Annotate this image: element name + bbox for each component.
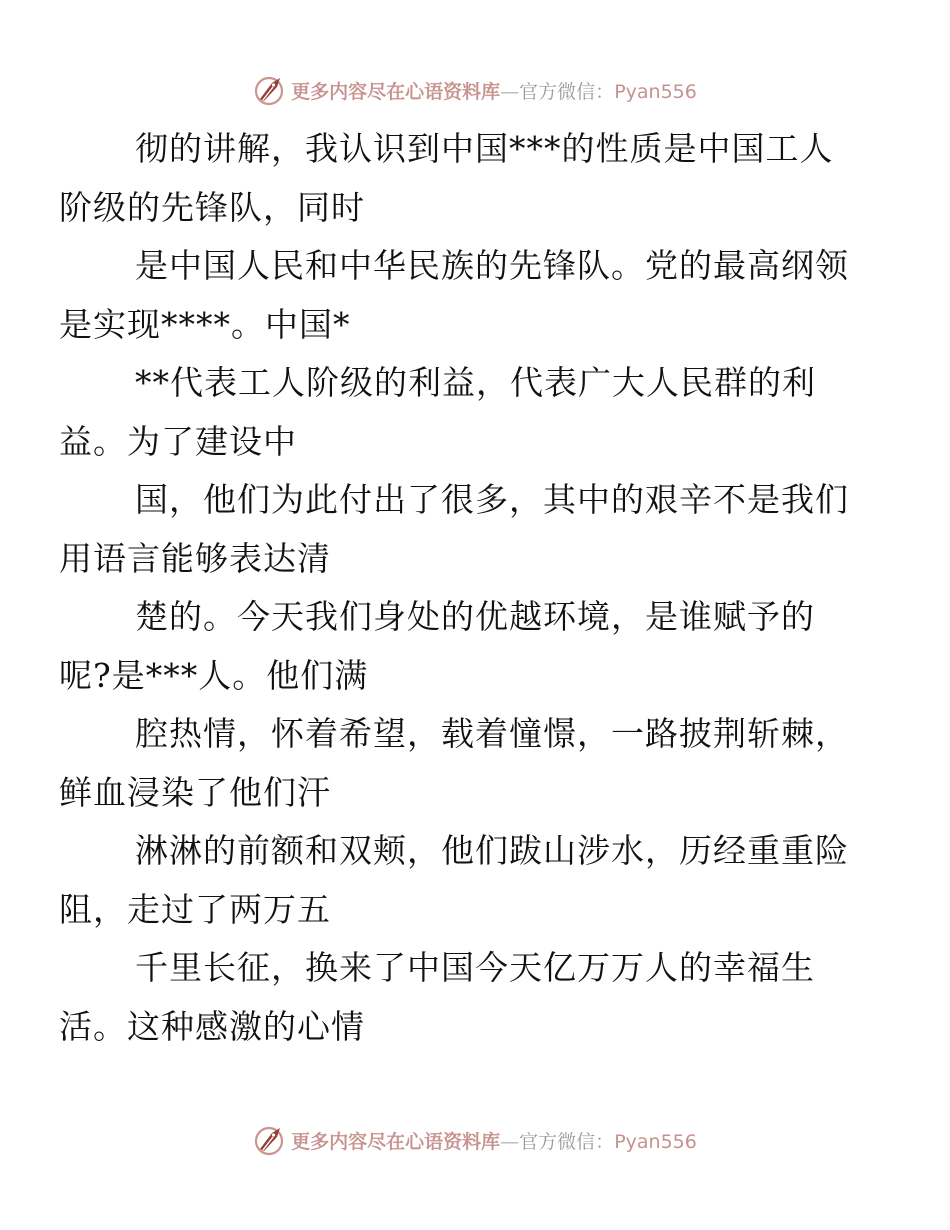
- paragraph: [59, 939, 877, 1056]
- header-banner-text: [291, 77, 697, 104]
- paragraph-line: 呢?是***人。他们满: [59, 655, 369, 695]
- body-text: [59, 120, 877, 1056]
- paragraph: [59, 588, 877, 705]
- header-wechat-label: 官方微信：: [519, 80, 615, 103]
- footer-site-name: 更多内容尽在心语资料库: [291, 1130, 501, 1153]
- paragraph-line: 益。为了建设中: [59, 421, 297, 461]
- paragraph: [59, 120, 877, 237]
- footer-banner-text: [291, 1127, 697, 1154]
- paragraph-line: 千里长征，换来了中国今天亿万万人的幸福生: [135, 948, 815, 987]
- paragraph: [59, 354, 877, 471]
- header-wechat-id: Pyan556: [614, 80, 697, 103]
- paragraph-line: 用语言能够表达清: [59, 538, 331, 578]
- footer-separator: —: [500, 1130, 520, 1153]
- paragraph-line: 腔热情，怀着希望，载着憧憬，一路披荆斩棘，: [135, 714, 849, 753]
- header-banner: [0, 70, 950, 110]
- paragraph: [59, 471, 877, 588]
- footer-wechat-label: 官方微信：: [519, 1130, 615, 1153]
- footer-wechat-id: Pyan556: [614, 1130, 697, 1153]
- paragraph: [59, 237, 877, 354]
- paragraph-line: **代表工人阶级的利益，代表广大人民群的利: [135, 363, 816, 402]
- header-separator: —: [500, 80, 520, 103]
- paragraph-line: 是中国人民和中华民族的先锋队。党的最高纲领: [135, 246, 849, 285]
- header-site-name: 更多内容尽在心语资料库: [291, 80, 501, 103]
- paragraph-line: 活。这种感激的心情: [59, 1006, 365, 1046]
- pen-nib-logo-icon: [253, 1123, 287, 1157]
- paragraph-line: 阻，走过了两万五: [59, 889, 331, 929]
- paragraph-line: 是实现****。中国*: [59, 304, 351, 344]
- paragraph-line: 淋淋的前额和双颊，他们跋山涉水，历经重重险: [135, 831, 849, 870]
- paragraph: [59, 705, 877, 822]
- footer-banner: [0, 1120, 950, 1160]
- paragraph-line: 鲜血浸染了他们汗: [59, 772, 331, 812]
- pen-nib-logo-icon: [253, 73, 287, 107]
- paragraph-line: 阶级的先锋队，同时: [59, 187, 365, 227]
- paragraph-line: 楚的。今天我们身处的优越环境，是谁赋予的: [135, 597, 815, 636]
- paragraph: [59, 822, 877, 939]
- paragraph-line: 国，他们为此付出了很多，其中的艰辛不是我们: [135, 480, 849, 519]
- paragraph-line: 彻的讲解，我认识到中国***的性质是中国工人: [135, 129, 834, 168]
